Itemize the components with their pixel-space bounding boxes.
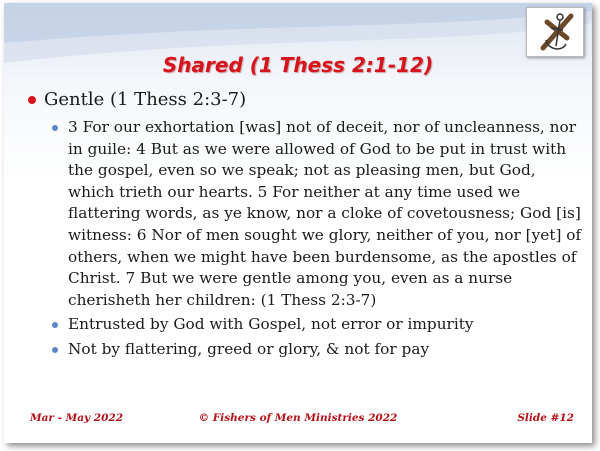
sub-bullet-item — [26, 314, 582, 336]
sub-bullet-item — [26, 117, 582, 311]
blue-bullet-icon — [52, 322, 58, 328]
main-bullet-item — [26, 89, 582, 111]
main-bullet-text: Gentle (1 Thess 2:3-7) — [44, 89, 247, 110]
slide-content — [26, 89, 582, 364]
footer-date: Mar - May 2022 — [30, 412, 124, 424]
sub-bullet-text: Not by flattering, greed or glory, & not for pay — [68, 339, 430, 358]
slide — [4, 3, 592, 443]
sub-bullet-item — [26, 339, 582, 361]
footer-slide-number: Slide #12 — [517, 412, 574, 424]
footer-copyright: © Fishers of Men Ministries 2022 — [198, 412, 398, 424]
cross-anchor-icon — [527, 8, 583, 56]
slide-title: Shared (1 Thess 2:1-12) — [162, 53, 434, 77]
sub-bullet-text: Entrusted by God with Gospel, not error or impurity — [68, 315, 474, 334]
blue-bullet-icon — [52, 347, 58, 353]
red-bullet-icon — [28, 96, 36, 104]
scripture-text: 3 For our exhortation [was] not of deceit, nor of uncleanness, nor in guile: 4 But as we were allowed of God to be put in trust with the gospel, even so we speak; not as pleasing men, but God, which trieth our hearts. 5 For neither at any time used we flattering words, as ye know, nor a cloke of covetousness; God [is] witness: 6 Nor of men sought we glory, neither of you, nor [yet] of others, when we might have been burdensome, as the apostles of Christ. 7 But we were gentle among you, even as a nurse cherisheth her children: (1 Thess 2:3-7) — [68, 118, 582, 309]
logo — [526, 7, 584, 57]
blue-bullet-icon — [52, 125, 58, 131]
